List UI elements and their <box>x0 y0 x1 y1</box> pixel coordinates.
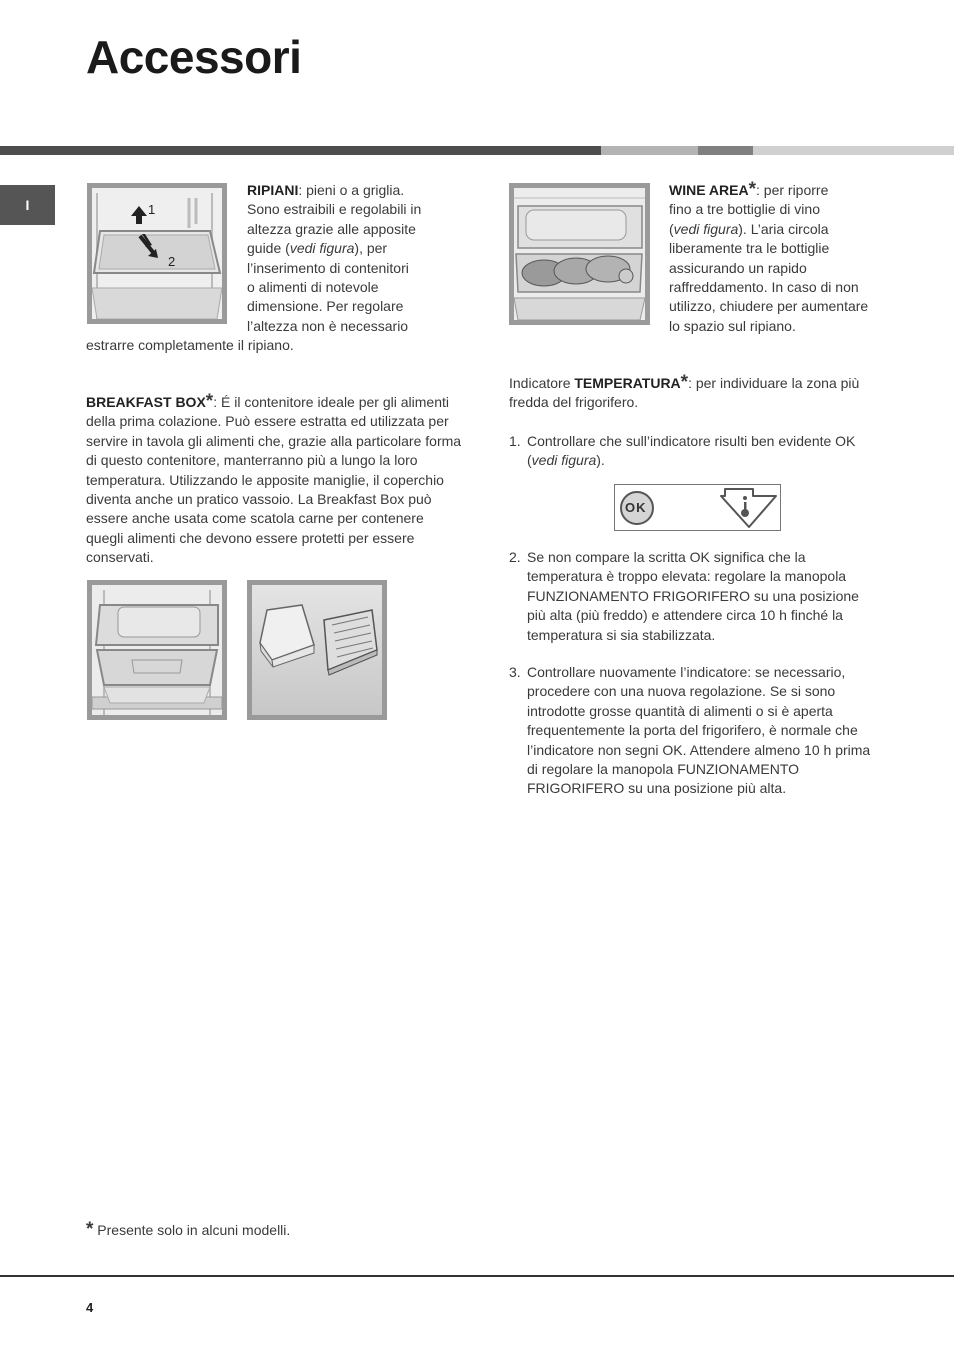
temperature-prefix: Indicatore <box>509 375 575 391</box>
wine-area-text-8: lo spazio sul ripiano. <box>669 317 796 334</box>
wine-area-star: * <box>748 179 756 200</box>
footnote-star: * <box>86 1219 94 1240</box>
wine-area-text-7: utilizzo, chiudere per aumentare <box>669 298 869 315</box>
shelves-illustration <box>92 188 222 319</box>
ripiani-paragraph <box>247 181 447 336</box>
wine-area-text-1: : per riporre <box>756 182 829 198</box>
wine-area-heading: WINE AREA <box>669 182 749 198</box>
ripiani-text-4c: ), per <box>354 240 388 257</box>
header-bar-mid <box>601 146 698 155</box>
shelves-label-1: 1 <box>148 202 156 217</box>
breakfast-box-figure-2 <box>247 580 387 720</box>
step-2-text: Se non compare la scritta OK significa che la temperatura è troppo elevata: regolare la manopola FUNZIONAMENTO FRIGORIFERO su una posizione più alta (più freddo) e attendere circa 10 h finché la temperatura si sia stabilizzata. <box>527 549 859 643</box>
ok-label: OK <box>625 500 647 515</box>
ripiani-text-6: o alimenti di notevole <box>247 279 379 296</box>
temperature-heading: TEMPERATURA <box>574 375 681 391</box>
temperature-text: : per individuare la zona più fredda del frigorifero. <box>509 375 860 411</box>
ripiani-text-4a: guide ( <box>247 240 290 257</box>
breakfast-box-star: * <box>205 391 214 412</box>
footnote-text: Presente solo in alcuni modelli. <box>97 1222 291 1238</box>
wine-area-figure <box>509 183 650 325</box>
step-number: 2. <box>509 549 521 565</box>
wine-area-text-2: fino a tre bottiglie di vino <box>669 201 820 218</box>
language-tab: I <box>0 185 55 225</box>
temperature-star: * <box>680 372 689 393</box>
breakfast-box-in-fridge-illustration <box>92 585 222 715</box>
ripiani-heading: RIPIANI <box>247 182 299 198</box>
wine-rack-illustration <box>514 188 645 320</box>
temperature-indicator-figure <box>614 484 781 531</box>
shelves-figure <box>87 183 227 324</box>
ripiani-text-7: dimensione. Per regolare <box>247 298 404 315</box>
ripiani-text-last: estrarre completamente il ripiano. <box>86 337 294 353</box>
wine-area-text-3b: vedi figura <box>673 220 739 237</box>
temperature-step-2 <box>509 548 881 645</box>
header-bar-light <box>753 146 954 155</box>
ripiani-text-2: Sono estraibili e regolabili in <box>247 201 422 218</box>
step-1-text-c: ). <box>596 452 605 469</box>
breakfast-box-text: : É il contenitore ideale per gli alimenti della prima colazione. Può essere estratta ed utilizzata per servire in tavola gli alimenti che, grazie alla particolare forma di questo contenitore, manterranno più a lungo la loro temperatura. Utilizzando le apposite maniglie, il coperchio diventa anche un pratico vassoio. La Breakfast Box può essere anche usata come scatola carne per contenere quegli alimenti che devono essere protetti per essere conservati. <box>86 394 462 566</box>
breakfast-box-heading: BREAKFAST BOX <box>86 394 206 410</box>
ripiani-text-1: : pieni o a griglia. <box>298 182 405 198</box>
ripiani-text-4b: vedi figura <box>289 240 355 257</box>
header-bar <box>0 146 954 155</box>
header-bar-dark <box>0 146 601 155</box>
page-title: Accessori <box>86 31 302 83</box>
step-number: 3. <box>509 664 521 680</box>
wine-area-text-4: liberamente tra le bottiglie <box>669 240 830 257</box>
step-1-text-b: vedi figura <box>531 452 597 469</box>
shelves-label-2: 2 <box>168 254 176 269</box>
temperature-step-3 <box>509 663 881 799</box>
breakfast-box-figure-1 <box>87 580 227 720</box>
footer-rule <box>0 1275 954 1277</box>
step-1-text-a: Controllare che sull’indicatore risulti ben evidente OK ( <box>527 433 856 469</box>
wine-area-text-6: raffreddamento. In caso di non <box>669 279 859 296</box>
temperature-paragraph <box>509 374 879 413</box>
temperature-step-1 <box>509 432 881 471</box>
breakfast-box-tray-illustration <box>252 585 382 715</box>
wine-area-text-5: assicurando un rapido <box>669 259 807 276</box>
ripiani-text-3: altezza grazie alle apposite <box>247 220 416 237</box>
step-3-text: Controllare nuovamente l’indicatore: se necessario, procedere con una nuova regolazione. Se si sono introdotte grosse quantità di alimenti o si è aperta frequentemente la porta del frigorifero, è normale che l’indicatore non segni OK. Attendere almeno 10 h prima di regolare la manopola FUNZIONAMENTO FRIGORIFERO su una posizione più alta. <box>527 664 871 797</box>
wine-area-text-3a: ( <box>669 220 674 237</box>
ripiani-text-5: l’inserimento di contenitori <box>247 259 409 276</box>
page-number: 4 <box>86 1300 94 1315</box>
wine-area-paragraph <box>669 181 894 336</box>
breakfast-box-paragraph <box>86 393 464 568</box>
header-bar-accent <box>698 146 753 155</box>
wine-area-text-3c: ). L’aria circola <box>738 220 829 237</box>
ripiani-text-8: l’altezza non è necessario <box>247 317 409 334</box>
step-number: 1. <box>509 433 521 449</box>
footnote <box>86 1219 291 1240</box>
